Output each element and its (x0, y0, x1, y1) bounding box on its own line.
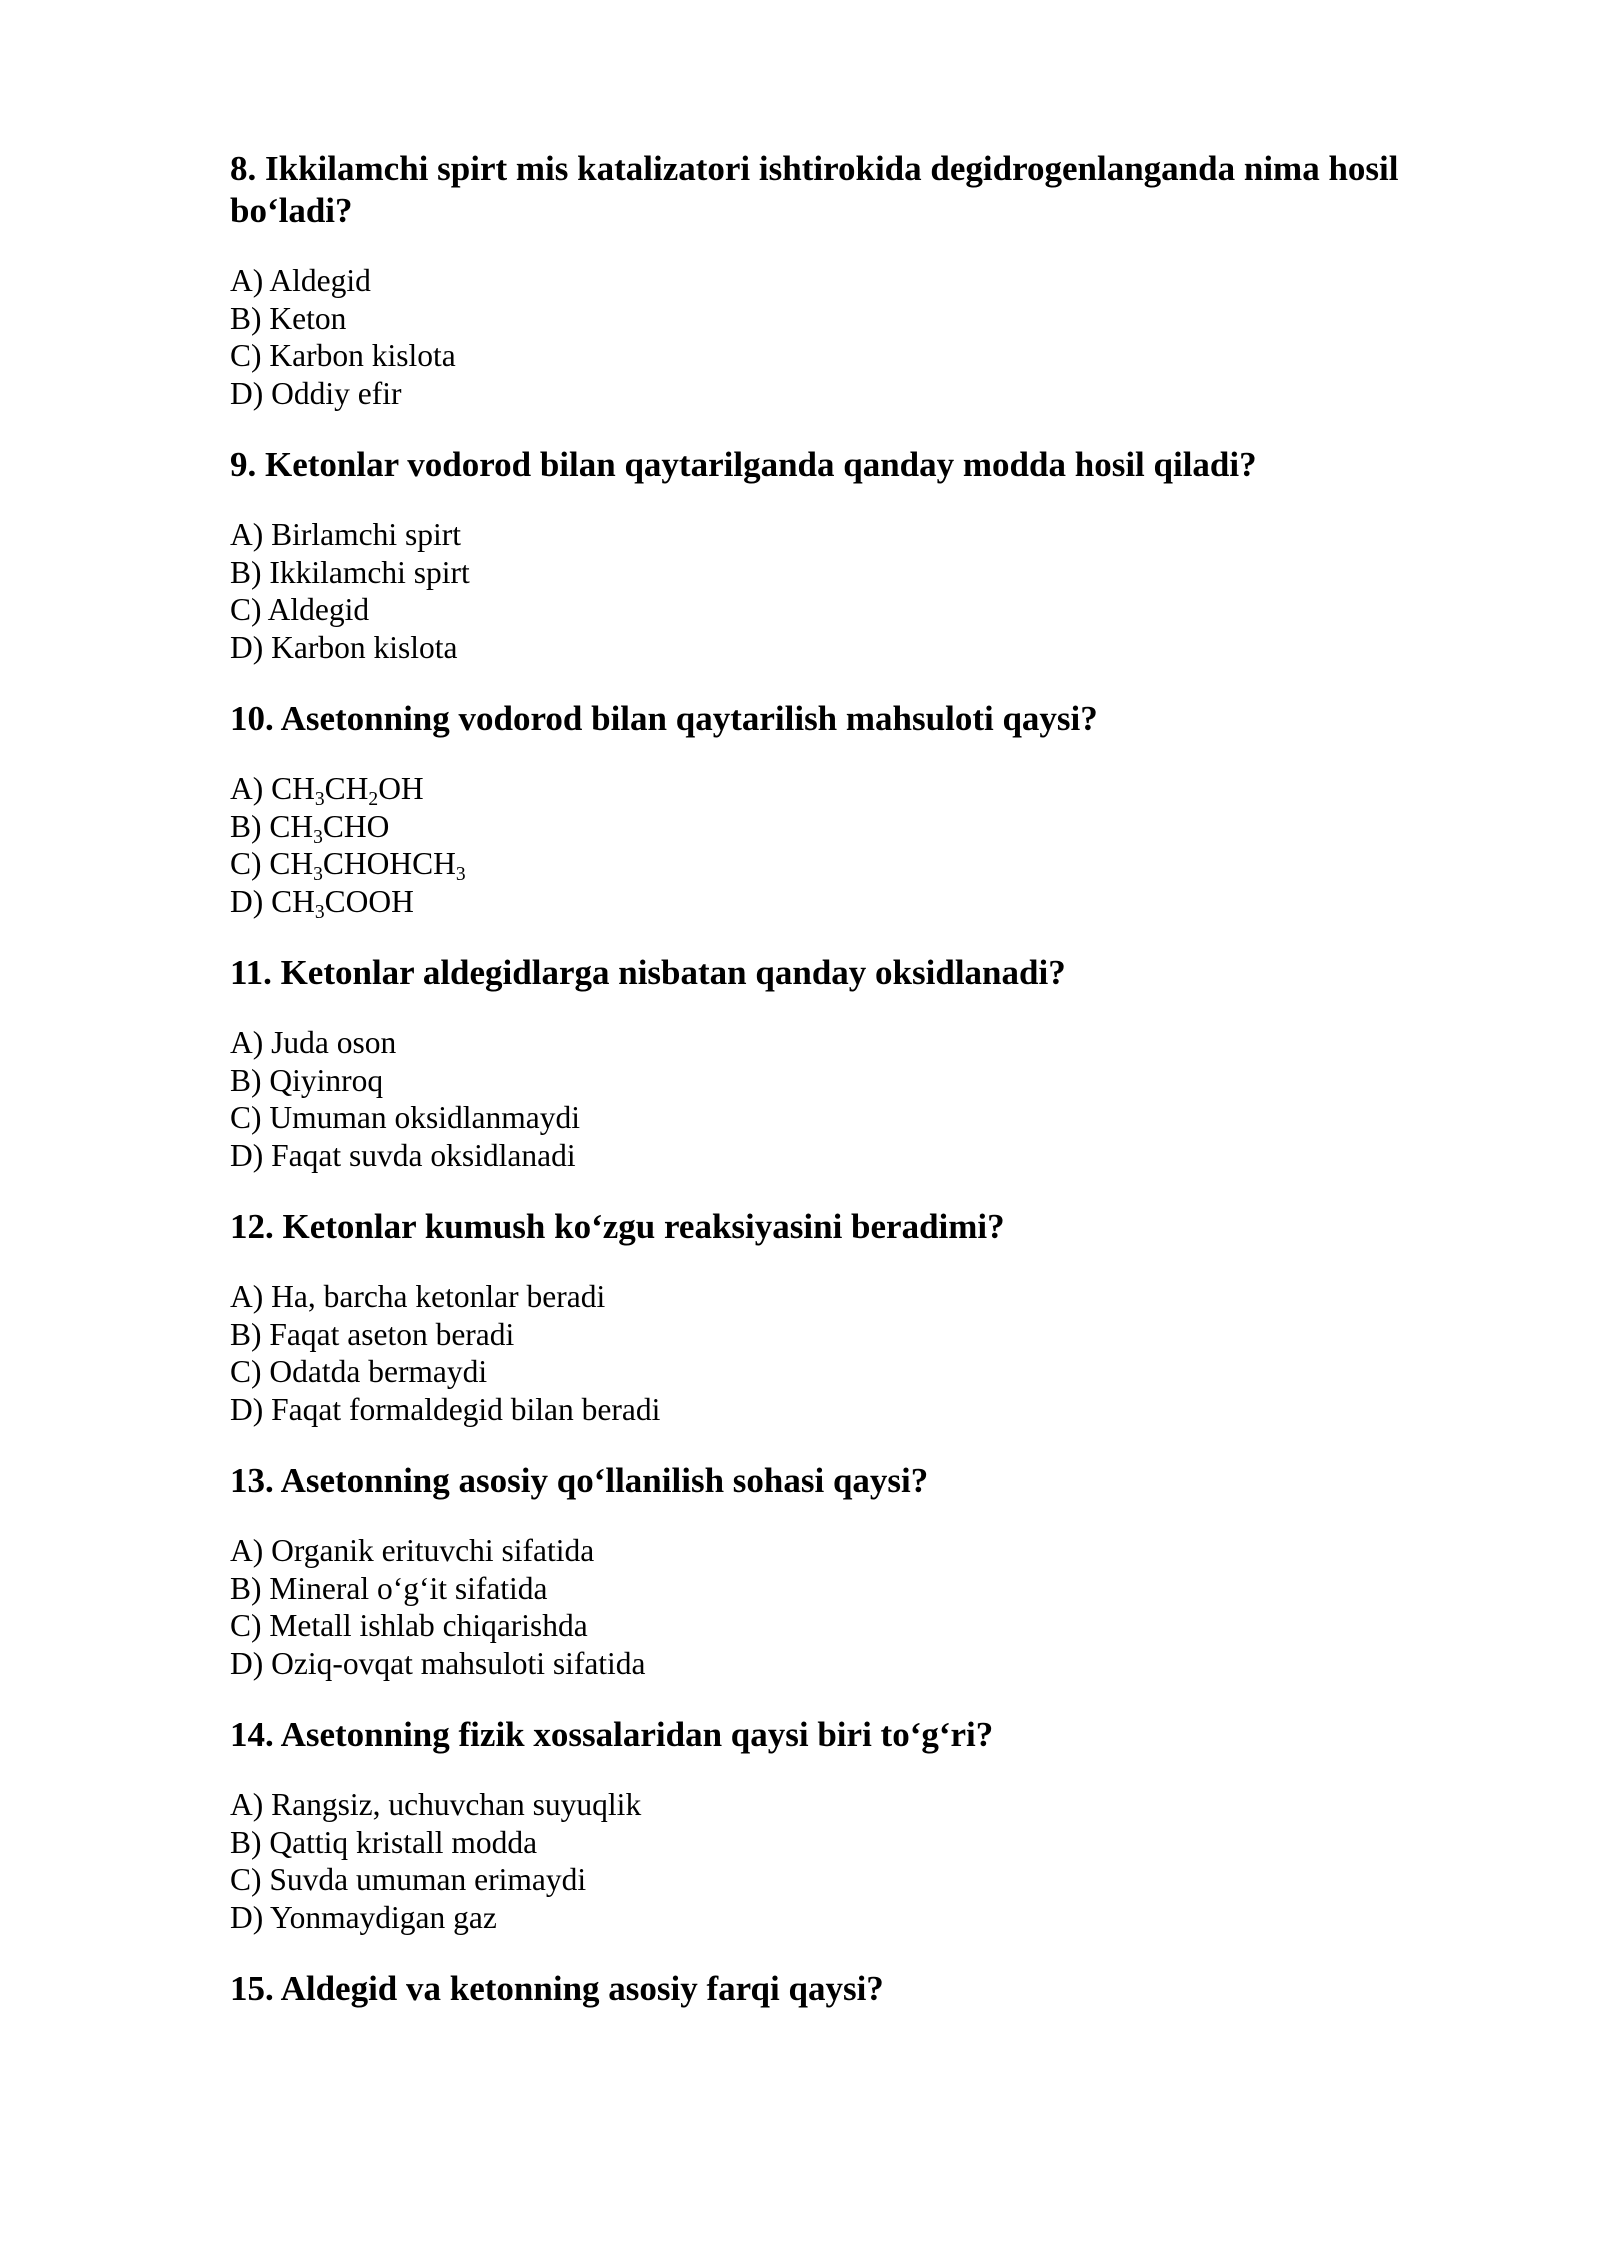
option-text-segment: OH (378, 771, 424, 806)
question-block (230, 1460, 1460, 1682)
question-title: 8. Ikkilamchi spirt mis katalizatori ishtirokida degidrogenlanganda nima hosil bo‘ladi? (230, 149, 1399, 230)
option-text-segment: CH (269, 808, 314, 844)
answer-option (230, 1786, 1460, 1824)
option-text-segment: Qiyinroq (269, 1062, 384, 1098)
option-text-segment: Oddiy efir (271, 375, 402, 411)
answer-option (230, 1099, 1460, 1137)
answer-option (230, 337, 1460, 375)
question-title: 13. Asetonning asosiy qo‘llanilish sohasi qaysi? (230, 1461, 929, 1500)
option-text (271, 376, 401, 411)
option-text-segment: CHO (322, 808, 390, 844)
subscript-number: 2 (368, 788, 379, 810)
option-letter: D) (230, 1391, 264, 1427)
option-text-segment: Organik erituvchi sifatida (271, 1533, 595, 1568)
answer-option (230, 845, 1460, 883)
option-text (269, 1571, 547, 1606)
option-letter: C) (230, 592, 262, 627)
answer-option (230, 516, 1460, 554)
option-letter: C) (230, 338, 262, 373)
question-block (230, 1968, 1460, 2010)
answer-option (230, 300, 1460, 338)
subscript-number: 3 (313, 826, 323, 848)
option-text-segment: Birlamchi spirt (271, 517, 461, 552)
option-letter: D) (230, 1137, 264, 1173)
option-text (269, 263, 370, 298)
option-letter: A) (230, 1787, 264, 1822)
question-title: 9. Ketonlar vodorod bilan qaytarilganda qanday modda hosil qiladi? (230, 445, 1257, 484)
option-text (271, 1533, 594, 1568)
document-page (230, 148, 1460, 2040)
option-text-segment: Rangsiz, uchuvchan suyuqlik (271, 1787, 642, 1822)
option-letter: B) (230, 300, 262, 336)
answer-option (230, 1137, 1460, 1175)
subscript-number: 3 (313, 863, 323, 885)
option-letter: B) (230, 554, 262, 590)
option-text-segment: Ha, barcha ketonlar beradi (271, 1279, 606, 1314)
option-text-segment: Karbon kislota (269, 338, 456, 373)
option-text-segment: Juda oson (271, 1025, 397, 1060)
answer-option (230, 1062, 1460, 1100)
option-text-segment: COOH (324, 883, 414, 919)
option-text (269, 1100, 580, 1135)
option-text-segment: Aldegid (267, 592, 370, 627)
option-text (271, 1392, 660, 1427)
answer-option (230, 770, 1460, 808)
option-letter: D) (230, 883, 264, 919)
question-block (230, 148, 1460, 412)
option-letter: D) (230, 375, 264, 411)
answer-option (230, 1645, 1460, 1683)
option-text (271, 1138, 575, 1173)
question-block (230, 444, 1460, 666)
option-text-segment: Mineral o‘g‘it sifatida (269, 1570, 548, 1606)
option-letter: A) (230, 517, 264, 552)
answer-option (230, 1570, 1460, 1608)
option-text (271, 1025, 396, 1060)
option-letter: A) (230, 1533, 264, 1568)
option-letter: D) (230, 1899, 264, 1935)
option-text-segment: Faqat aseton beradi (269, 1316, 515, 1352)
option-letter: B) (230, 1824, 262, 1860)
option-letter: B) (230, 1570, 262, 1606)
option-text-segment: Odatda bermaydi (269, 1354, 488, 1389)
option-text-segment: Suvda umuman erimaydi (269, 1862, 587, 1897)
question-block (230, 1206, 1460, 1428)
question-title: 12. Ketonlar kumush ko‘zgu reaksiyasini beradimi? (230, 1207, 1005, 1246)
option-text (271, 1279, 605, 1314)
option-letter: C) (230, 1862, 262, 1897)
option-text-segment: Faqat formaldegid bilan beradi (271, 1391, 661, 1427)
answer-option (230, 1532, 1460, 1570)
answer-option (230, 591, 1460, 629)
option-text-segment: CH (324, 771, 369, 806)
option-letter: A) (230, 263, 264, 298)
answer-options (230, 1024, 1460, 1174)
option-text-segment: Keton (269, 300, 347, 336)
option-text (269, 1862, 586, 1897)
option-letter: C) (230, 1100, 262, 1135)
answer-option (230, 1353, 1460, 1391)
question-block (230, 698, 1460, 923)
option-text (269, 1825, 537, 1860)
answer-options (230, 262, 1460, 412)
answer-option (230, 629, 1460, 667)
question-title: 15. Aldegid va ketonning asosiy farqi qaysi? (230, 1969, 884, 2008)
option-text (271, 1646, 645, 1681)
question-title: 14. Asetonning fizik xossalaridan qaysi biri to‘g‘ri? (230, 1715, 994, 1754)
option-text (268, 592, 369, 627)
option-text-segment: Yonmaydigan gaz (269, 1899, 497, 1935)
answer-options (230, 1532, 1460, 1682)
answer-option (230, 1824, 1460, 1862)
answer-option (230, 554, 1460, 592)
answer-option (230, 1607, 1460, 1645)
option-text-segment: CH (269, 846, 314, 881)
subscript-number: 3 (455, 863, 466, 885)
question-title: 10. Asetonning vodorod bilan qaytarilish mahsuloti qaysi? (230, 699, 1098, 738)
option-text-segment: Ikkilamchi spirt (269, 554, 470, 590)
option-letter: C) (230, 846, 262, 881)
option-text (269, 808, 390, 848)
option-text (271, 630, 457, 665)
option-letter: A) (230, 1279, 264, 1314)
option-text (271, 883, 414, 923)
answer-option (230, 1861, 1460, 1899)
subscript-number: 3 (314, 788, 325, 810)
option-text-segment: CH (271, 771, 315, 806)
option-text-segment: Oziq-ovqat mahsuloti sifatida (271, 1645, 646, 1681)
answer-option (230, 1024, 1460, 1062)
option-text-segment: CHOHCH (322, 846, 456, 881)
option-text-segment: Faqat suvda oksidlanadi (271, 1137, 576, 1173)
option-letter: D) (230, 1645, 264, 1681)
option-text (269, 1354, 487, 1389)
question-block (230, 1714, 1460, 1936)
answer-option (230, 262, 1460, 300)
question-title: 11. Ketonlar aldegidlarga nisbatan qanday oksidlanadi? (230, 953, 1066, 992)
option-text-segment: Aldegid (269, 263, 371, 298)
option-text (269, 1317, 514, 1352)
option-letter: A) (230, 1025, 264, 1060)
option-text-segment: Karbon kislota (271, 629, 458, 665)
option-text (269, 1063, 383, 1098)
option-letter: C) (230, 1354, 262, 1389)
option-text-segment: Metall ishlab chiqarishda (269, 1608, 588, 1643)
option-text (269, 338, 455, 373)
question-block (230, 952, 1460, 1174)
option-text (269, 1608, 587, 1643)
option-letter: C) (230, 1608, 262, 1643)
option-text (270, 1900, 497, 1935)
option-text (269, 846, 466, 885)
answer-option (230, 883, 1460, 921)
option-letter: D) (230, 629, 264, 665)
answer-options (230, 1278, 1460, 1428)
answer-option (230, 1316, 1460, 1354)
answer-option (230, 1899, 1460, 1937)
answer-option (230, 1391, 1460, 1429)
answer-options (230, 770, 1460, 923)
answer-option (230, 375, 1460, 413)
option-letter: B) (230, 808, 262, 844)
option-text-segment: CH (271, 883, 315, 919)
option-text (271, 517, 461, 552)
option-letter: B) (230, 1062, 262, 1098)
option-letter: B) (230, 1316, 262, 1352)
option-text (271, 1787, 641, 1822)
option-text (271, 771, 424, 810)
answer-option (230, 808, 1460, 846)
answer-options (230, 1786, 1460, 1936)
subscript-number: 3 (314, 901, 325, 923)
option-text-segment: Qattiq kristall modda (269, 1824, 538, 1860)
option-letter: A) (230, 771, 264, 806)
option-text (269, 555, 469, 590)
answer-option (230, 1278, 1460, 1316)
answer-options (230, 516, 1460, 666)
option-text-segment: Umuman oksidlanmaydi (269, 1100, 580, 1135)
option-text (269, 301, 346, 336)
